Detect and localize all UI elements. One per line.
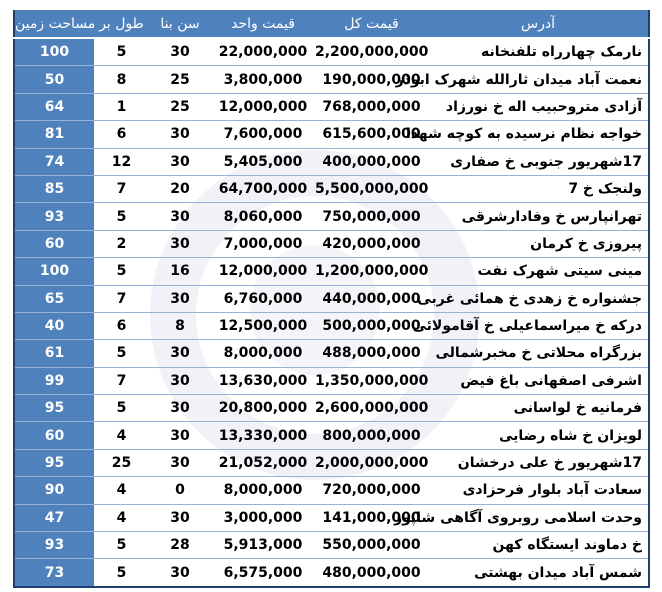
cell-area: 73 — [14, 559, 94, 587]
cell-age: 8 — [149, 312, 211, 339]
cell-age: 30 — [149, 285, 211, 312]
cell-area: 60 — [14, 422, 94, 449]
cell-frontage: 5 — [94, 38, 149, 66]
table-row — [14, 532, 649, 559]
cell-address: نعمت آباد میدان ثارالله شهرک ابوذر — [428, 66, 649, 93]
table-row — [14, 367, 649, 394]
cell-total-price: 720,000,000 — [315, 477, 428, 504]
cell-frontage: 5 — [94, 532, 149, 559]
cell-address: ولنجک خ 7 — [428, 175, 649, 202]
cell-total-price: 2,600,000,000 — [315, 395, 428, 422]
table-row — [14, 66, 649, 93]
table-row — [14, 422, 649, 449]
cell-address: خواجه نظام نرسیده به کوچه شهدا — [428, 121, 649, 148]
cell-age: 30 — [149, 504, 211, 531]
cell-address: بزرگراه محلاتی خ مخبرشمالی — [428, 340, 649, 367]
cell-area: 95 — [14, 449, 94, 476]
table-row — [14, 258, 649, 285]
cell-address: فرمانیه خ لواسانی — [428, 395, 649, 422]
cell-frontage: 7 — [94, 175, 149, 202]
cell-area: 93 — [14, 532, 94, 559]
cell-address: جشنواره خ زهدی خ همائی غربی — [428, 285, 649, 312]
cell-address: مینی سیتی شهرک نفت — [428, 258, 649, 285]
cell-total-price: 2,000,000,000 — [315, 449, 428, 476]
cell-age: 16 — [149, 258, 211, 285]
table-row — [14, 559, 649, 587]
cell-unit-price: 8,060,000 — [211, 203, 315, 230]
cell-address: سعادت آباد بلوار فرحزادی — [428, 477, 649, 504]
cell-unit-price: 12,500,000 — [211, 312, 315, 339]
cell-unit-price: 6,575,000 — [211, 559, 315, 587]
table-row — [14, 285, 649, 312]
cell-total-price: 800,000,000 — [315, 422, 428, 449]
cell-unit-price: 8,000,000 — [211, 477, 315, 504]
header-total-price: قیمت کل — [315, 10, 428, 38]
table-row — [14, 175, 649, 202]
cell-unit-price: 22,000,000 — [211, 38, 315, 66]
cell-address: درکه خ میراسماعیلی خ آقامولائی — [428, 312, 649, 339]
table-row — [14, 148, 649, 175]
cell-total-price: 141,000,000 — [315, 504, 428, 531]
cell-unit-price: 21,052,000 — [211, 449, 315, 476]
cell-address: تهرانپارس خ وفادارشرقی — [428, 203, 649, 230]
cell-age: 30 — [149, 422, 211, 449]
cell-total-price: 550,000,000 — [315, 532, 428, 559]
table-body — [14, 38, 649, 587]
table-row — [14, 312, 649, 339]
cell-address: نارمک چهارراه تلفنخانه — [428, 38, 649, 66]
cell-address: اشرفی اصفهانی باغ فیض — [428, 367, 649, 394]
cell-age: 30 — [149, 38, 211, 66]
table-row — [14, 395, 649, 422]
cell-age: 30 — [149, 203, 211, 230]
cell-unit-price: 7,000,000 — [211, 230, 315, 257]
cell-unit-price: 13,330,000 — [211, 422, 315, 449]
cell-area: 60 — [14, 230, 94, 257]
cell-frontage: 1 — [94, 93, 149, 120]
cell-area: 93 — [14, 203, 94, 230]
cell-total-price: 5,500,000,000 — [315, 175, 428, 202]
cell-area: 99 — [14, 367, 94, 394]
cell-unit-price: 20,800,000 — [211, 395, 315, 422]
header-row — [14, 10, 649, 38]
cell-frontage: 6 — [94, 121, 149, 148]
cell-unit-price: 5,405,000 — [211, 148, 315, 175]
cell-area: 100 — [14, 258, 94, 285]
cell-age: 25 — [149, 66, 211, 93]
cell-age: 30 — [149, 395, 211, 422]
table-row — [14, 477, 649, 504]
cell-age: 20 — [149, 175, 211, 202]
cell-frontage: 7 — [94, 285, 149, 312]
cell-total-price: 1,350,000,000 — [315, 367, 428, 394]
table-row — [14, 93, 649, 120]
cell-area: 85 — [14, 175, 94, 202]
cell-total-price: 190,000,000 — [315, 66, 428, 93]
cell-age: 30 — [149, 230, 211, 257]
header-address: آدرس — [428, 10, 649, 38]
cell-frontage: 7 — [94, 367, 149, 394]
cell-area: 100 — [14, 38, 94, 66]
table-row — [14, 121, 649, 148]
cell-area: 50 — [14, 66, 94, 93]
table-row — [14, 449, 649, 476]
table-row — [14, 504, 649, 531]
cell-area: 95 — [14, 395, 94, 422]
cell-address: پیروزی خ کرمان — [428, 230, 649, 257]
cell-unit-price: 6,760,000 — [211, 285, 315, 312]
cell-frontage: 2 — [94, 230, 149, 257]
table-row — [14, 38, 649, 66]
cell-area: 81 — [14, 121, 94, 148]
cell-frontage: 5 — [94, 340, 149, 367]
cell-frontage: 4 — [94, 477, 149, 504]
header-frontage: طول بر — [94, 10, 149, 38]
cell-area: 61 — [14, 340, 94, 367]
cell-age: 30 — [149, 449, 211, 476]
cell-total-price: 400,000,000 — [315, 148, 428, 175]
cell-area: 64 — [14, 93, 94, 120]
cell-address: شمس آباد میدان بهشتی — [428, 559, 649, 587]
cell-total-price: 2,200,000,000 — [315, 38, 428, 66]
cell-unit-price: 64,700,000 — [211, 175, 315, 202]
table-row — [14, 230, 649, 257]
cell-frontage: 12 — [94, 148, 149, 175]
cell-unit-price: 12,000,000 — [211, 93, 315, 120]
cell-age: 30 — [149, 559, 211, 587]
cell-age: 30 — [149, 148, 211, 175]
cell-total-price: 480,000,000 — [315, 559, 428, 587]
cell-total-price: 500,000,000 — [315, 312, 428, 339]
cell-unit-price: 12,000,000 — [211, 258, 315, 285]
cell-frontage: 25 — [94, 449, 149, 476]
cell-area: 90 — [14, 477, 94, 504]
cell-area: 65 — [14, 285, 94, 312]
cell-address: وحدت اسلامی روبروی آگاهی شاپور — [428, 504, 649, 531]
cell-frontage: 4 — [94, 504, 149, 531]
cell-unit-price: 3,000,000 — [211, 504, 315, 531]
cell-total-price: 440,000,000 — [315, 285, 428, 312]
table-row — [14, 340, 649, 367]
cell-unit-price: 13,630,000 — [211, 367, 315, 394]
cell-total-price: 420,000,000 — [315, 230, 428, 257]
cell-address: آزادی متروحبیب اله خ نورزاد — [428, 93, 649, 120]
table-row — [14, 203, 649, 230]
cell-age: 28 — [149, 532, 211, 559]
cell-area: 74 — [14, 148, 94, 175]
cell-address: 17شهریور خ علی درخشان — [428, 449, 649, 476]
cell-frontage: 5 — [94, 395, 149, 422]
cell-address: لویزان خ شاه رضایی — [428, 422, 649, 449]
cell-total-price: 768,000,000 — [315, 93, 428, 120]
cell-unit-price: 3,800,000 — [211, 66, 315, 93]
cell-address: 17شهریور جنوبی خ صفاری — [428, 148, 649, 175]
header-area: مساحت زمین — [14, 10, 94, 38]
cell-unit-price: 7,600,000 — [211, 121, 315, 148]
cell-frontage: 8 — [94, 66, 149, 93]
cell-frontage: 5 — [94, 559, 149, 587]
cell-total-price: 488,000,000 — [315, 340, 428, 367]
cell-age: 0 — [149, 477, 211, 504]
cell-address: خ دماوند ایستگاه کهن — [428, 532, 649, 559]
cell-total-price: 1,200,000,000 — [315, 258, 428, 285]
header-unit-price: قیمت واحد — [211, 10, 315, 38]
cell-total-price: 615,600,000 — [315, 121, 428, 148]
price-table — [13, 10, 650, 588]
cell-frontage: 5 — [94, 203, 149, 230]
cell-age: 25 — [149, 93, 211, 120]
cell-age: 30 — [149, 367, 211, 394]
cell-unit-price: 8,000,000 — [211, 340, 315, 367]
header-age: سن بنا — [149, 10, 211, 38]
cell-total-price: 750,000,000 — [315, 203, 428, 230]
cell-area: 47 — [14, 504, 94, 531]
cell-unit-price: 5,913,000 — [211, 532, 315, 559]
cell-frontage: 4 — [94, 422, 149, 449]
cell-frontage: 5 — [94, 258, 149, 285]
cell-age: 30 — [149, 340, 211, 367]
cell-age: 30 — [149, 121, 211, 148]
cell-frontage: 6 — [94, 312, 149, 339]
cell-area: 40 — [14, 312, 94, 339]
